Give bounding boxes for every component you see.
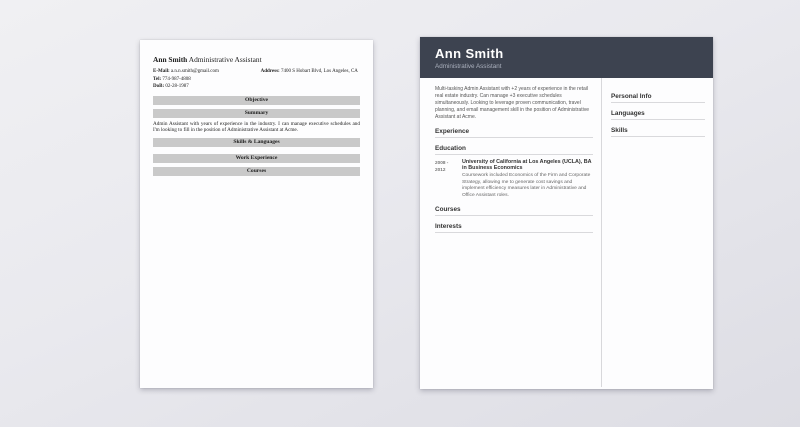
- plain-summary-header: Summary: [153, 109, 360, 118]
- plain-objective-header: Objective: [153, 96, 360, 105]
- plain-name: Ann Smith: [153, 55, 188, 64]
- plain-job-title: Administrative Assistant: [188, 55, 262, 64]
- plain-address-line: Address: 7400 S Hobart Blvd, Los Angeles, CA: [260, 69, 358, 75]
- plain-contact-block: [153, 69, 360, 92]
- modern-main-column: [420, 78, 601, 387]
- sidebar-personal-info-header: Personal Info: [611, 93, 705, 103]
- plain-tel-line: Tel: 774-987-4808: [153, 76, 191, 82]
- education-description: Coursework included Economics of the Firm and Corporate Strategy, allowing me to generate cost savings and implement efficiency measures later in Administrative and Office Assistant roles.: [462, 173, 591, 198]
- plain-resume-page: [140, 40, 373, 388]
- modern-education-entry: [435, 159, 593, 199]
- plain-summary-text: Admin Assistant with years of experience in the industry. I can manage executive schedules and I'm looking to fill in the position of Administrative Assistant at Acme.: [153, 120, 360, 134]
- modern-name: Ann Smith: [435, 46, 504, 61]
- modern-education-header: Education: [435, 145, 593, 155]
- plain-contact-left: [153, 69, 261, 91]
- plain-courses-header: Courses: [153, 167, 360, 176]
- plain-work-header: Work Experience: [153, 154, 360, 163]
- modern-resume-page: [420, 37, 713, 389]
- education-body: [462, 159, 593, 199]
- plain-name-line: [153, 55, 360, 64]
- plain-email-line: E-Mail: a.n.n.smith@gmail.com: [153, 69, 219, 75]
- modern-courses-header: Courses: [435, 206, 593, 216]
- education-dates: 2008 - 2012: [435, 160, 449, 173]
- plain-dob-line: DoB: 02-28-1987: [153, 83, 189, 89]
- sidebar-skills-header: Skills: [611, 127, 705, 137]
- plain-contact-right: [261, 69, 360, 91]
- modern-summary-text: Multi-tasking Admin Assistant with +2 years of experience in the retail real estate industry. Can manage +3 executive schedules simultaneously. Looking to leverage proven communication, travel planning, and email management skill in the position of Administrative Assistant at Acme.: [435, 86, 589, 120]
- modern-job-title: Administrative Assistant: [435, 63, 502, 70]
- plain-skills-header: Skills & Languages: [153, 138, 360, 147]
- modern-interests-header: Interests: [435, 223, 593, 233]
- modern-header-banner: [420, 37, 713, 78]
- education-school: University of California at Los Angeles (UCLA), BA in Business Economics: [462, 159, 592, 171]
- modern-experience-header: Experience: [435, 128, 593, 138]
- sidebar-languages-header: Languages: [611, 110, 705, 120]
